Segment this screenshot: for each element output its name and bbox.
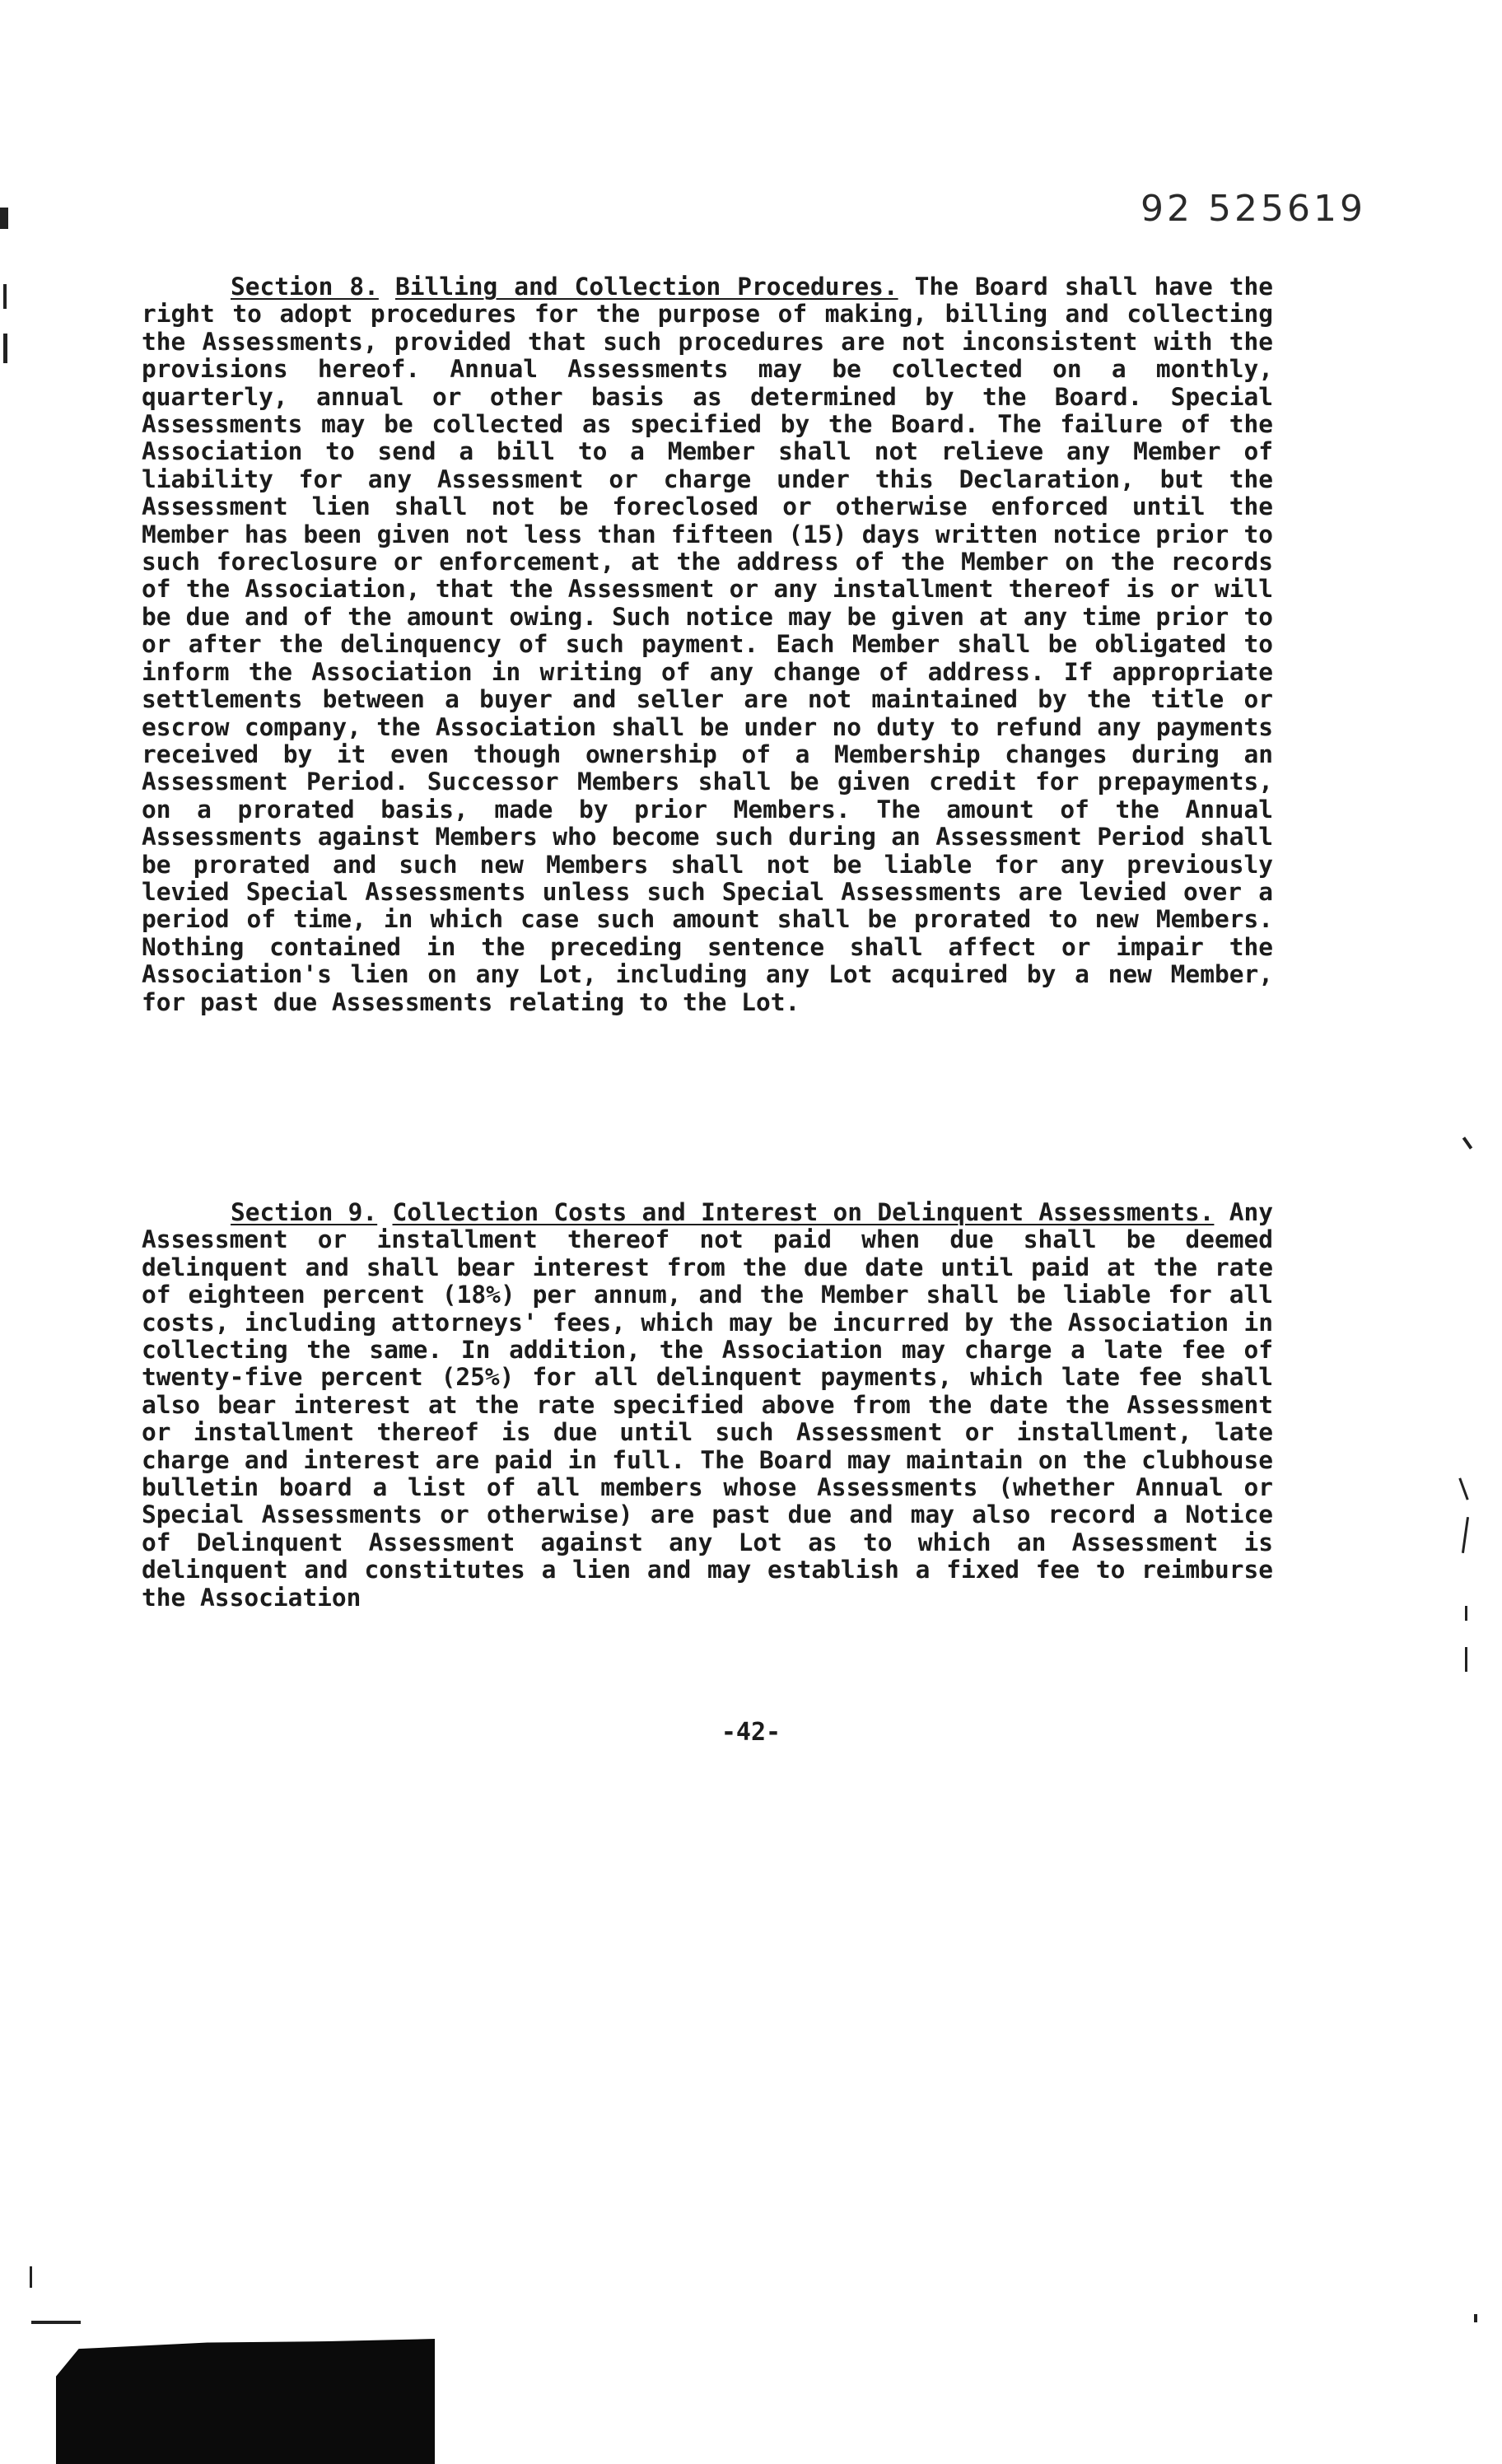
section-9-text: Any Assessment or installment thereof not paid when due shall be deemed delinquent and shall bear interest from the due date until paid at the rate of eighteen percent (18%) per annum, and the Member shall be liable for all costs, including attorneys' fees, which may be incurred by the Association in collecting the same. In addition, the Association may charge a late fee of twenty-five percent (25%) for all delinquent payments, which late fee shall also bear interest at the rate specified above from the date the Assessment or installment thereof is due until such Assessment or installment, late charge and interest are paid in full. The Board may maintain on the clubhouse bulletin board a list of all members whose Assessments (whether Annual or Special Assessments or otherwise) are past due and may also record a Notice of Delinquent Assessment against any Lot as to which an Assessment is delinquent and constitutes a lien and may establish a fixed fee to reimburse the Association bbox=[142, 1198, 1274, 1612]
section-9-heading-label: Section 9. bbox=[231, 1198, 378, 1226]
scan-mark-right-1 bbox=[1462, 1136, 1472, 1149]
section-9-heading-title: Collection Costs and Interest on Delinquent Assessments. bbox=[392, 1198, 1215, 1226]
scan-dark-band bbox=[56, 2339, 435, 2464]
scan-mark-left-top bbox=[0, 208, 8, 229]
scan-mark-right-5 bbox=[1465, 1647, 1467, 1672]
section-8-text: The Board shall have the right to adopt procedures for the purpose of making, billing and collecting the Assessments, provided that such procedures are not inconsistent with the provisions hereof. Annual Assessments may be collected on a monthly, quarterly, annual or other basis as determined by the Board. Special Assessments may be collected as specified by the Board. The failure of the Association to send a bill to a Member shall not relieve any Member of liability for any Assessment or charge under this Declaration, but the Assessment lien shall not be foreclosed or otherwise enforced until the Member has been given not less than fifteen (15) days written notice prior to such foreclosure or enforcement, at the address of the Member on the records of the Association, that the Assessment or any installment thereof is or will be due and of the amount owing. Such notice may be given at any time prior to or after the delinquency of such payment. Each Member shall be obligated to inform the Association in writing of any change of address. If appropriate settlements between a buyer and seller are not maintained by the title or escrow company, the Association shall be under no duty to refund any payments received by it even though ownership of a Membership changes during an Assessment Period. Successor Members shall be given credit for prepayments, on a prorated basis, made by prior Members. The amount of the Annual Assessments against Members who become such during an Assessment Period shall be prorated and such new Members shall not be liable for any previously levied Special Assessments unless such Special Assessments are levied over a period of time, in which case such amount shall be prorated to new Members. Nothing contained in the preceding sentence shall affect or impair the Association's lien on any Lot, including any Lot acquired by a new Member, for past due Assessments relating to the Lot. bbox=[142, 273, 1274, 1016]
page-number: -42- bbox=[721, 1718, 781, 1747]
scan-mark-right-2 bbox=[1458, 1477, 1468, 1500]
scan-mark-left-3 bbox=[30, 2266, 32, 2288]
section-9-paragraph bbox=[142, 1199, 1273, 1612]
scan-mark-left-1 bbox=[3, 284, 7, 309]
section-8-heading-title: Billing and Collection Procedures. bbox=[394, 273, 898, 301]
scan-mark-left-2 bbox=[3, 334, 7, 363]
document-number: 92 525619 bbox=[1140, 188, 1366, 230]
section-8-heading-label: Section 8. bbox=[231, 273, 379, 301]
scan-mark-right-6 bbox=[1474, 2314, 1477, 2322]
section-8-paragraph bbox=[142, 273, 1273, 1016]
scan-mark-right-3 bbox=[1462, 1517, 1469, 1553]
scan-mark-left-4 bbox=[31, 2321, 81, 2324]
scan-mark-right-4 bbox=[1465, 1606, 1467, 1621]
